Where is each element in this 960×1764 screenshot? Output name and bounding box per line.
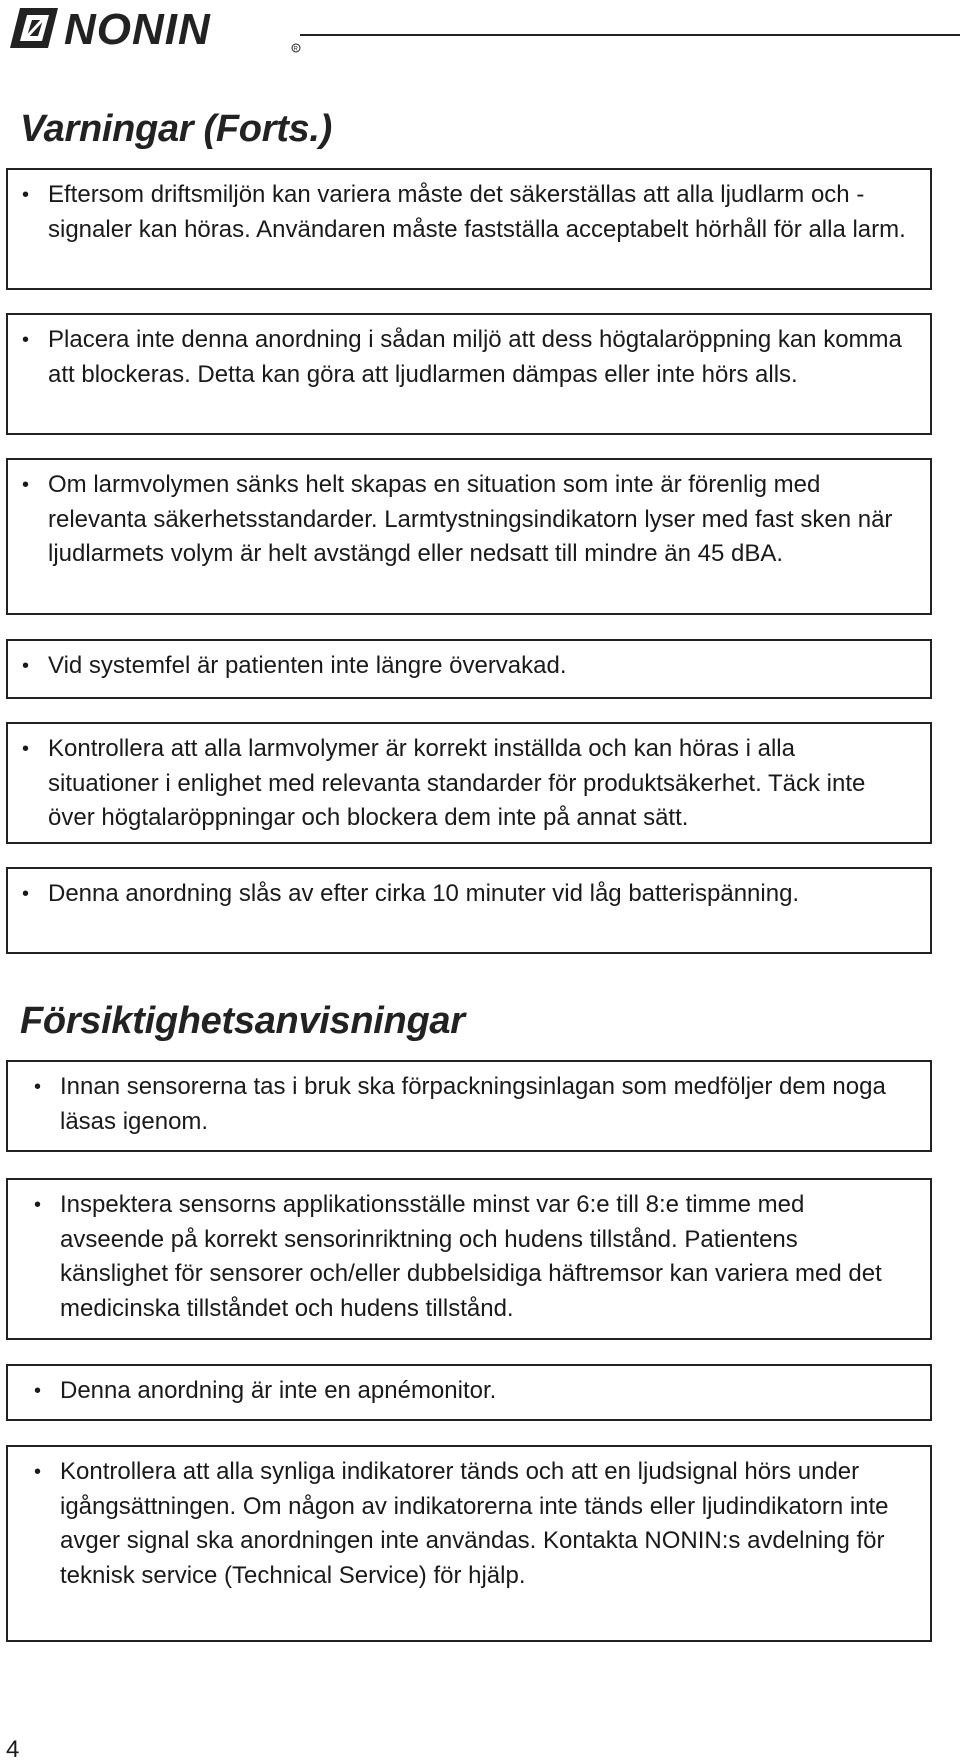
precaution-box	[6, 1060, 932, 1152]
precaution-item: • Denna anordning är inte en apnémonitor.	[34, 1374, 912, 1409]
page-header	[0, 0, 960, 60]
warning-item: • Denna anordning slås av efter cirka 10 minuter vid låg batterispänning.	[22, 877, 912, 912]
precaution-box	[6, 1364, 932, 1421]
warning-item: • Om larmvolymen sänks helt skapas en situation som inte är förenlig med relevanta säkerhetsstandarder. Larmtystningsindikatorn lyser med fast sken när ljudlarmets volym är helt avstängd eller nedsatt till mindre än 45 dBA.	[22, 468, 912, 572]
warning-item: • Eftersom driftsmiljön kan variera måste det säkerställas att alla ljudlarm och -signaler kan höras. Användaren måste fastställa acceptabelt hörhåll för alla larm.	[22, 178, 912, 247]
precaution-item: • Inspektera sensorns applikationsställe minst var 6:e till 8:e timme med avseende på korrekt sensorinriktning och hudens tillstånd. Patientens känslighet för sensorer och/eller dubbelsidiga häftremsor kan variera med det medicinska tillståndet och hudens tillstånd.	[34, 1188, 912, 1326]
page-number: 4	[6, 1736, 20, 1763]
header-rule	[300, 34, 960, 36]
logo-wordmark: NONIN	[64, 5, 211, 54]
warning-box	[6, 867, 932, 954]
precaution-item: • Kontrollera att alla synliga indikatorer tänds och att en ljudsignal hörs under igångsättningen. Om någon av indikatorerna inte tänds eller ljudindikatorn inte avger signal ska anordningen inte användas. Kontakta NONIN:s avdelning för teknisk service (Technical Service) för hjälp.	[34, 1455, 912, 1593]
nonin-logo-mark	[6, 4, 306, 54]
warning-box	[6, 168, 932, 290]
warning-box	[6, 639, 932, 699]
warning-box	[6, 313, 932, 435]
precaution-item: • Innan sensorerna tas i bruk ska förpackningsinlagan som medföljer dem noga läsas igenom.	[34, 1070, 912, 1139]
precaution-box	[6, 1445, 932, 1642]
nonin-logo	[6, 4, 306, 54]
warnings-title: Varningar (Forts.)	[20, 108, 332, 150]
warning-item: • Vid systemfel är patienten inte längre övervakad.	[22, 649, 912, 684]
warning-item: • Kontrollera att alla larmvolymer är korrekt inställda och kan höras i alla situationer i enlighet med relevanta standarder för produktsäkerhet. Täck inte över högtalaröppningar och blockera dem inte på annat sätt.	[22, 732, 912, 836]
warning-box	[6, 722, 932, 844]
svg-text:R: R	[293, 46, 298, 53]
warning-item: • Placera inte denna anordning i sådan miljö att dess högtalaröppning kan komma att blockeras. Detta kan göra att ljudlarmen dämpas eller inte hörs alls.	[22, 323, 912, 392]
precautions-title: Försiktighetsanvisningar	[20, 1000, 465, 1042]
precaution-box	[6, 1178, 932, 1340]
warning-box	[6, 458, 932, 615]
